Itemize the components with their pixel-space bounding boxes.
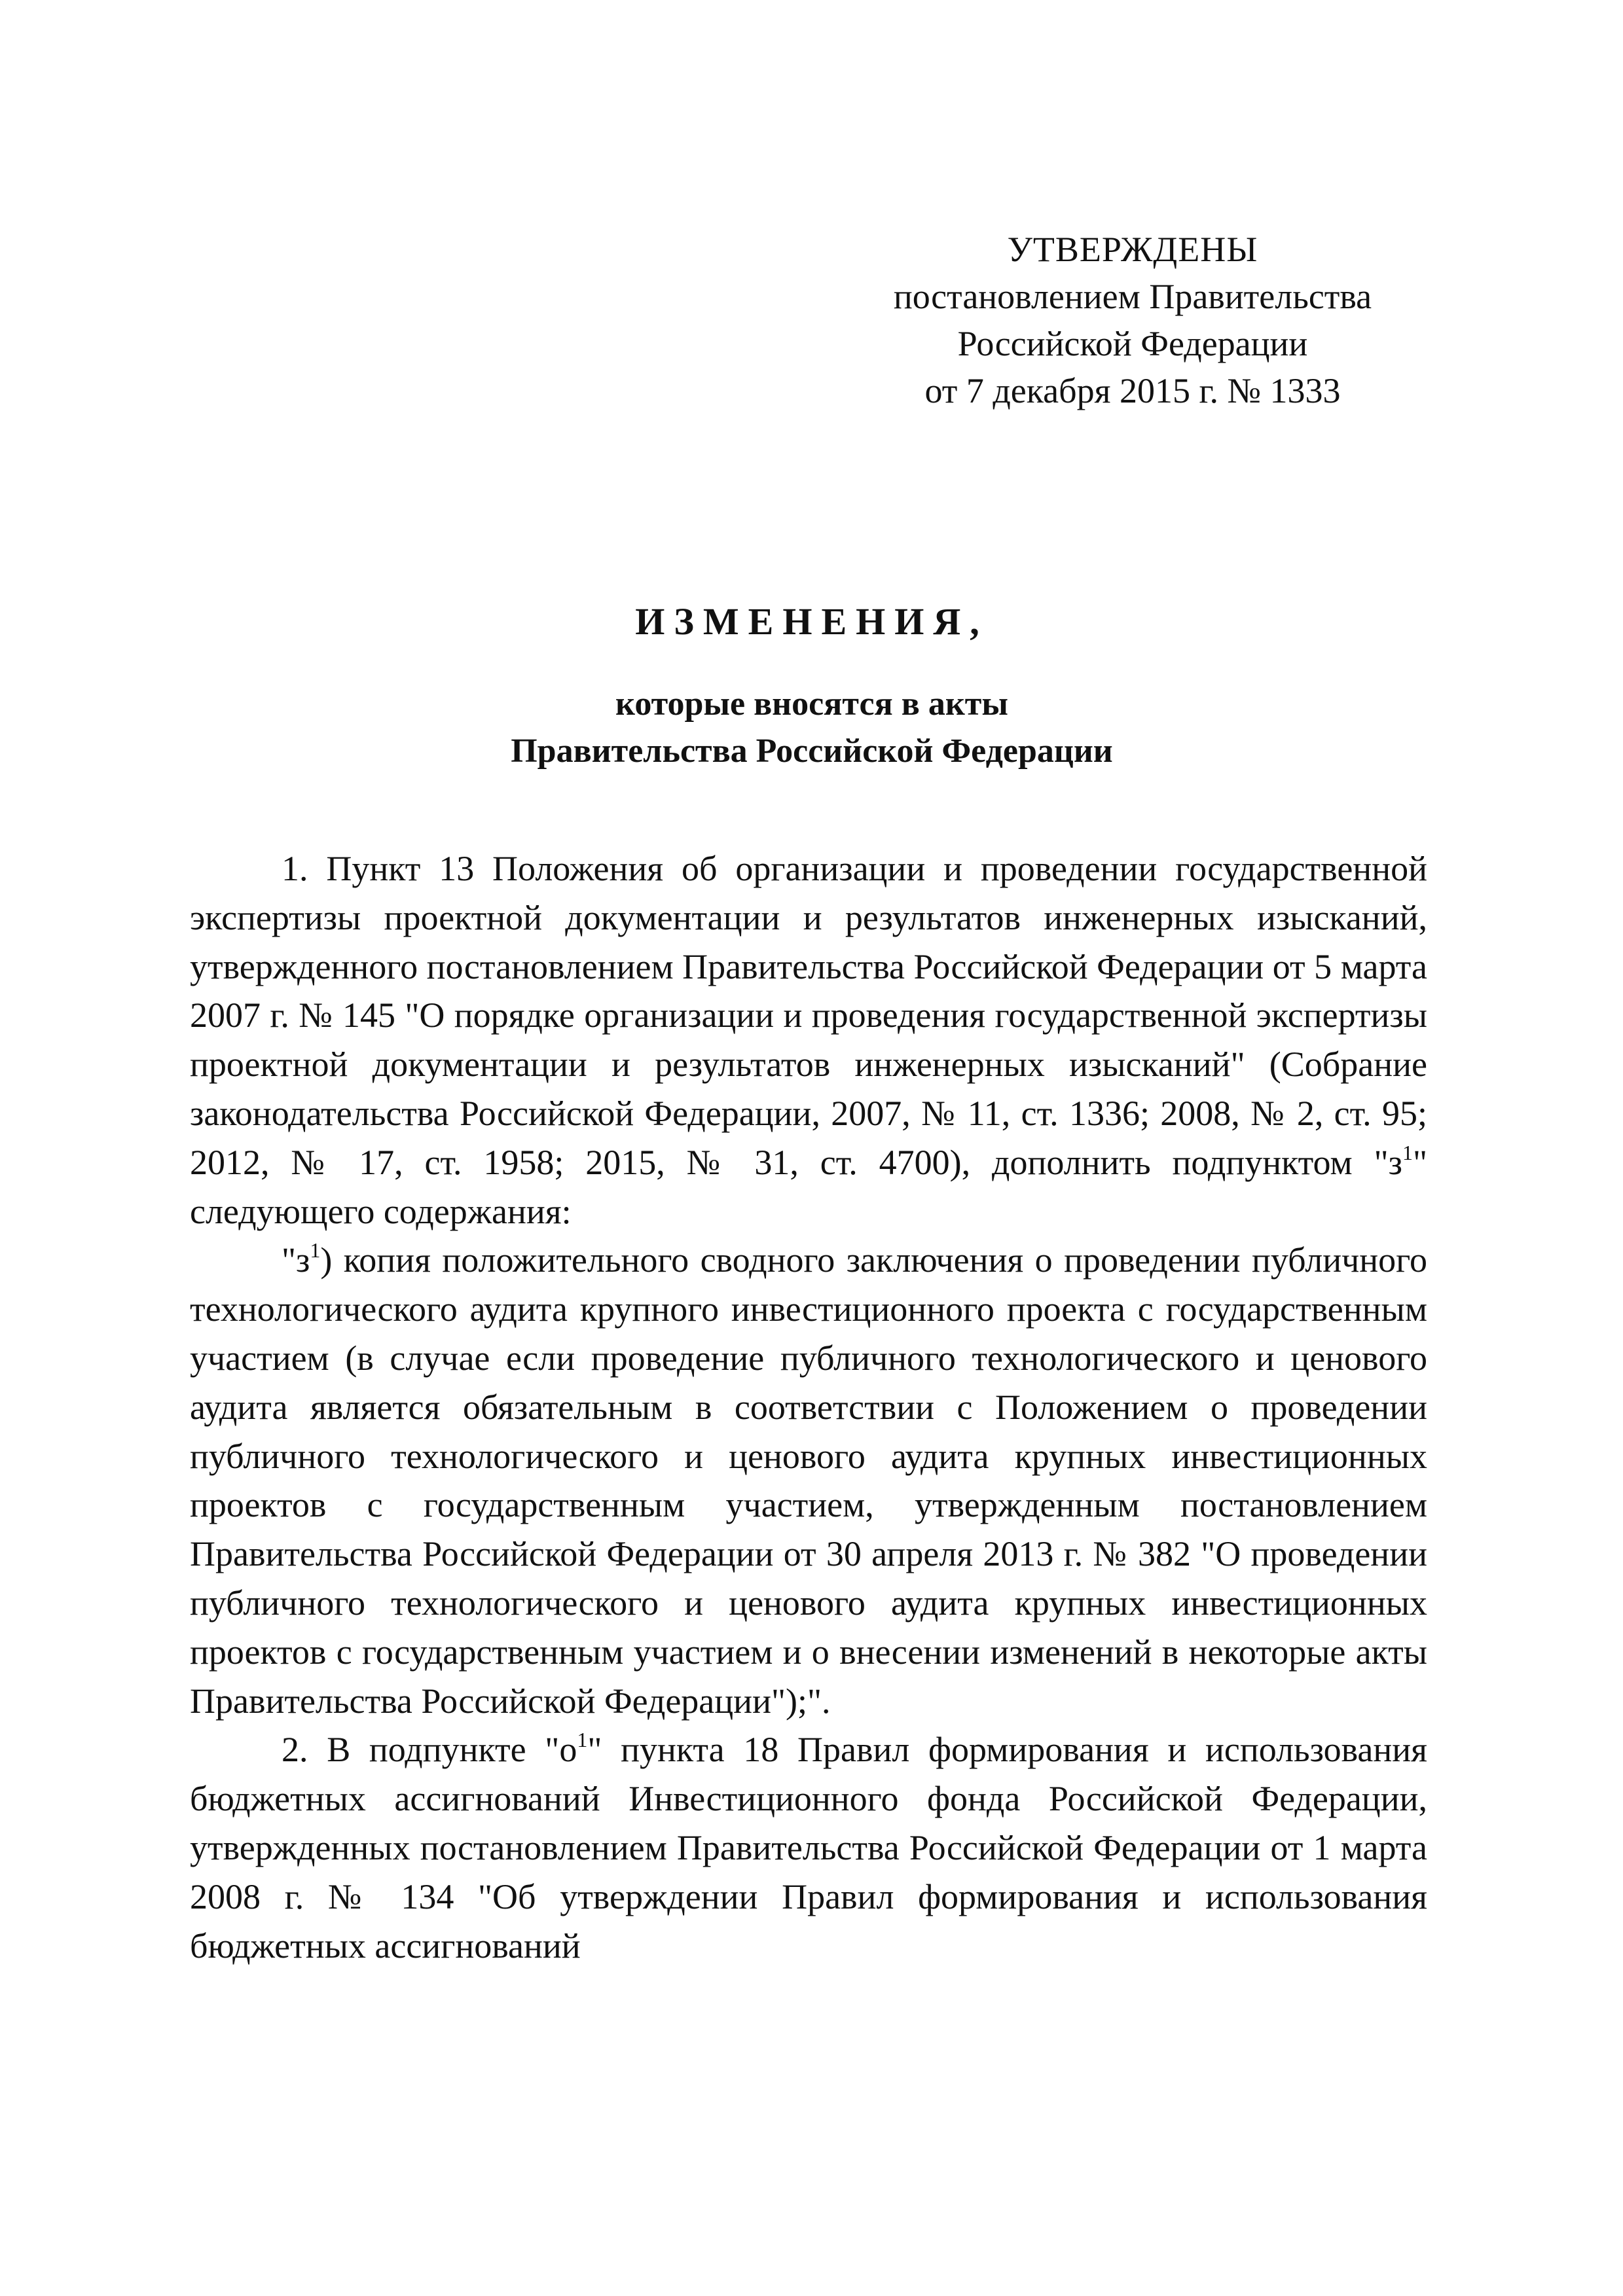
paragraph-item-2: [190, 1725, 1427, 1970]
item-1-text-a: 1. Пункт 13 Положения об организации и проведении государственной экспертизы проектной документации и результатов инженерных изысканий, утвержденного постановлением Правительства Российской Федерации от 5 марта 2007 г. № 145 "О порядке организации и проведения государственной экспертизы проектной документации и результатов инженерных изысканий" (Собрание законодательства Российской Федерации, 2007, № 11, ст. 1336; 2008, № 2, ст. 95; 2012, № 17, ст. 1958; 2015, № 31, ст. 4700), дополнить подпунктом "з: [190, 849, 1427, 1182]
quote-1-superscript: 1: [310, 1238, 321, 1263]
approval-line-3: от 7 декабря 2015 г. № 1333: [924, 371, 1341, 410]
paragraph-quote-1: [190, 1236, 1427, 1725]
quote-1-lead: "з: [282, 1240, 310, 1280]
paragraph-item-1: [190, 844, 1427, 1236]
item-2-text-b: " пункта 18 Правил формирования и использования бюджетных ассигнований Инвестиционного фонда Российской Федерации, утвержденных постановлением Правительства Российской Федерации от 1 марта 2008 г. № 134 "Об утверждении Правил формирования и использования бюджетных ассигнований: [190, 1730, 1427, 1965]
document-subtitle: [190, 681, 1434, 775]
subtitle-line-2: Правительства Российской Федерации: [511, 732, 1113, 770]
item-2-superscript: 1: [577, 1728, 588, 1752]
document-title-block: [190, 596, 1434, 775]
document-body: [190, 844, 1427, 1970]
approval-heading: УТВЕРЖДЕНЫ: [1007, 230, 1258, 269]
quote-1-text: ) копия положительного сводного заключения о проведении публичного технологического аудита крупного инвестиционного проекта с государственным участием (в случае если проведение публичного технологического и ценового аудита является обязательным в соответствии с Положением о проведении публичного технологического и ценового аудита крупных инвестиционных проектов с государственным участием, утвержденным постановлением Правительства Российской Федерации от 30 апреля 2013 г. № 382 "О проведении публичного технологического и ценового аудита крупных инвестиционных проектов с государственным участием и о внесении изменений в некоторые акты Правительства Российской Федерации");".: [190, 1240, 1427, 1721]
approval-line-2: Российской Федерации: [957, 324, 1308, 363]
approval-line-1: постановлением Правительства: [893, 277, 1372, 316]
subtitle-line-1: которые вносятся в акты: [615, 685, 1008, 723]
item-2-text-a: 2. В подпункте "о: [282, 1730, 577, 1770]
document-title: ИЗМЕНЕНИЯ,: [635, 600, 989, 643]
item-1-text-b: " следующего содержания:: [190, 1142, 1427, 1231]
item-1-superscript: 1: [1402, 1140, 1413, 1164]
approval-block: [845, 226, 1421, 414]
